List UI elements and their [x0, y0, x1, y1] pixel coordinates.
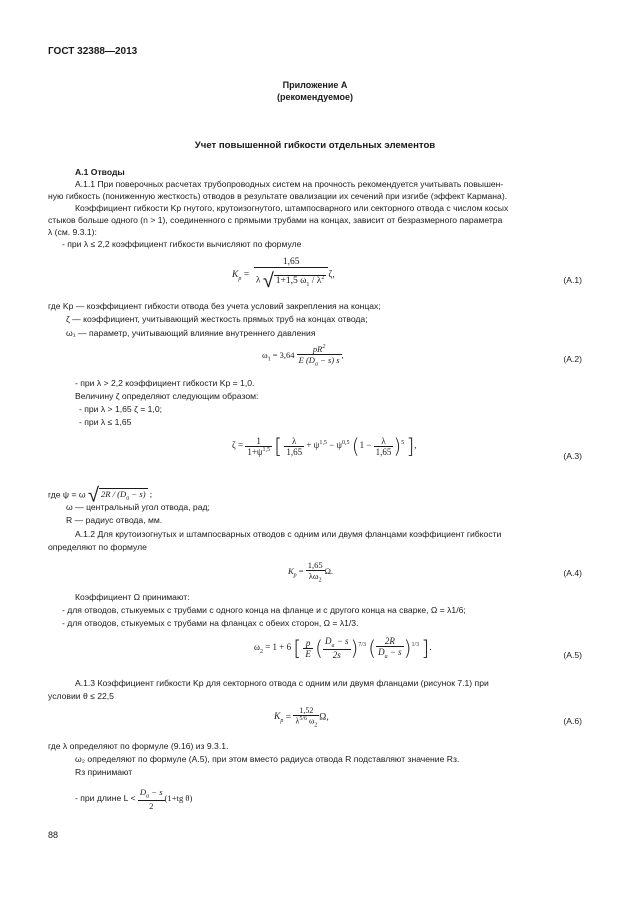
- paragraph-line: - при λ ≤ 1,65: [79, 417, 132, 427]
- paragraph-line: стыков больше одного (n > 1), соединенного с прямыми трубами на концах, зависит от безразмерного параметра: [48, 215, 503, 225]
- subsection-title: А.1 Отводы: [75, 167, 125, 177]
- length-label: - при длине L <: [75, 792, 136, 803]
- page-number: 88: [48, 830, 59, 840]
- where-line: где λ определяют по формуле (9.16) из 9.3.1.: [48, 741, 229, 751]
- where-line: Rз принимают: [75, 767, 133, 777]
- where-line: ω₁ — параметр, учитывающий влияние внутреннего давления: [66, 328, 316, 338]
- paragraph-line: Коэффициент Ω принимают:: [75, 592, 190, 602]
- paragraph-line: Коэффициент гибкости Kp гнутого, крутоизогнутого, штампосварного или секторного отвода с числом косых: [75, 203, 509, 213]
- where-line: где Kp — коэффициент гибкости отвода без учета условий закрепления на концах;: [48, 301, 381, 311]
- formula-length: $\frac{D_a - s}{2}$ (1+tg θ): [139, 787, 193, 811]
- paragraph-line: А.1.3 Коэффициент гибкости Kp для секторного отвода с одним или двумя фланцами (рисунок 7.1) при: [75, 678, 489, 688]
- paragraph-line: - при λ > 2,2 коэффициент гибкости Kp = 1,0.: [75, 378, 255, 388]
- length-condition: [75, 787, 192, 811]
- formula-a1: $K_p$ = $\frac{1,65}{\lambda √ 1+1,5 \omega_1 / \lambda^2}$ ζ,: [232, 257, 335, 292]
- where-line: R — радиус отвода, мм.: [66, 515, 163, 525]
- paragraph-line: - для отводов, стыкуемых с трубами на фланцах с обеих сторон, Ω = λ1/3.: [62, 618, 359, 628]
- equation-number: (А.5): [563, 650, 582, 660]
- paragraph-line: Величину ζ определяют следующим образом:: [75, 391, 259, 401]
- appendix-subtitle: (рекомендуемое): [277, 92, 353, 102]
- formula-a2: $\omega_1 = 3,64$ $\frac{pR^2}{E (D_a - s) s}$ ,: [262, 344, 344, 368]
- paragraph-line: ную гибкость (пониженную жесткость) отводов в результате овализации их сечений при изгибе (эффект Кармана).: [48, 191, 508, 201]
- formula-a5: $\omega_2 = 1 + 6$ [ $\frac{p}{E}$ ( $\frac{D_a - s}{2s}$ )$^{7/3}$ ( $\frac{2R}{D_a - s}$ )$^{1/3}$ ].: [254, 636, 432, 660]
- formula-psi: √ $2R / (D_a - s)$ ;: [87, 483, 153, 507]
- appendix-title: Приложение А: [282, 80, 348, 90]
- paragraph-line: определяют по формуле: [48, 542, 147, 552]
- paragraph-line: - при λ ≤ 2,2 коэффициент гибкости вычисляют по формуле: [62, 239, 302, 249]
- equation-number: (А.2): [563, 354, 582, 364]
- equation-number: (А.4): [563, 568, 582, 578]
- paragraph-line: λ (см. 9.3.1):: [48, 227, 97, 237]
- section-title: Учет повышенной гибкости отдельных элементов: [194, 140, 436, 151]
- equation-number: (А.1): [563, 275, 582, 285]
- where-line: ζ — коэффициент, учитывающий жесткость прямых труб на концах отвода;: [66, 314, 368, 324]
- paragraph-line: - для отводов, стыкуемых с трубами с одного конца на фланце и с другого конца на сварке, Ω = λ1/6;: [62, 605, 466, 615]
- formula-a4: $K_p$ = $\frac{1,65}{\lambda\omega_2}$ Ω.: [288, 560, 334, 584]
- where-line: ω₂ определяют по формуле (А.5), при этом вместо радиуса отвода R подставляют значение Rз.: [75, 754, 460, 764]
- formula-a6: $K_p$ = $\frac{1,52}{\lambda^{5/6} \omega_2}$ Ω,: [274, 706, 329, 729]
- paragraph-line: - при λ > 1,65 ζ = 1,0;: [79, 404, 162, 414]
- equation-number: (А.3): [563, 451, 582, 461]
- paragraph-line: условии θ ≤ 22,5: [48, 691, 114, 701]
- where-psi-label: где ψ = ω: [48, 489, 86, 500]
- document-header: ГОСТ 32388—2013: [48, 46, 138, 57]
- where-line: ω — центральный угол отвода, рад;: [66, 502, 210, 512]
- formula-a3: ζ = $\frac{1}{1+\psi^{1,5}}$ [ $\frac{\lambda}{1,65}$ + $\psi^{1,5} - \psi^{0,5}$ (1 − $\frac{\lambda}{1,65}$ )$^5$ ],: [232, 434, 417, 458]
- paragraph-line: А.1.1 При поверочных расчетах трубопроводных систем на прочность рекомендуется учитывать повышен-: [75, 179, 504, 189]
- equation-number: (А.6): [563, 716, 582, 726]
- paragraph-line: А.1.2 Для крутоизогнутых и штампосварных отводов с одним или двумя фланцами коэффициент гибкости: [75, 529, 502, 539]
